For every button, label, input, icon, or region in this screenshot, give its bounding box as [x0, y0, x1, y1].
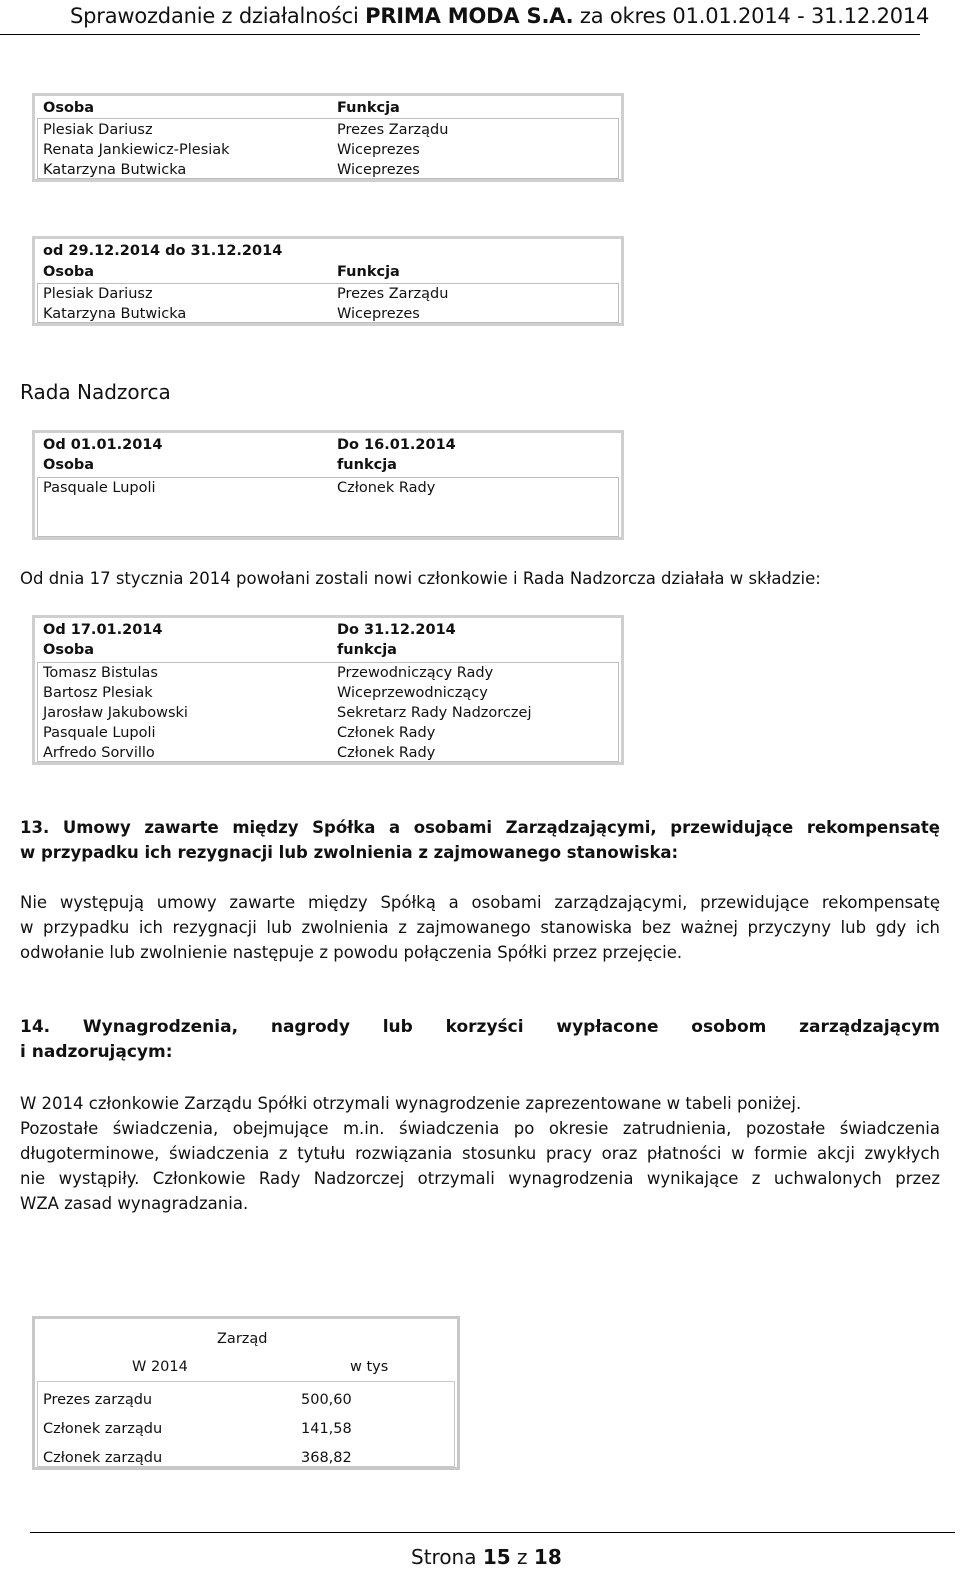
header-text	[70, 4, 929, 28]
person-name: Pasquale Lupoli	[43, 725, 156, 741]
person-function: Wiceprezes	[337, 306, 420, 322]
person-function: Wiceprezes	[337, 142, 420, 158]
col-function-header: Funkcja	[337, 264, 400, 280]
pay-value: 141,58	[301, 1421, 352, 1437]
paragraph-line: odwołanie lub zwolnienie następuje z powodu połączenia Spółki przez przejęcie.	[20, 943, 683, 962]
board-table-1	[32, 93, 624, 182]
paragraph-line: długoterminowe, świadczenia z tytułu rozwiązania stosunku pracy oraz płatności w formie akcji zwykłych	[20, 1144, 940, 1163]
pay-role: Prezes zarządu	[43, 1392, 153, 1408]
paragraph-line: WZA zasad wynagradzania.	[20, 1194, 249, 1213]
pay-value: 368,82	[301, 1450, 352, 1466]
paragraph-line: w przypadku ich rezygnacji lub zwolnienia z zajmowanego stanowiska bez ważnej przyczyny lub gdy ich	[20, 918, 940, 937]
col-function-header: funkcja	[337, 457, 397, 473]
section-14-heading	[20, 1015, 940, 1065]
section-13-body	[20, 890, 940, 965]
person-function: Sekretarz Rady Nadzorczej	[337, 705, 532, 721]
col-person-header: Osoba	[43, 100, 95, 116]
person-function: Wiceprezes	[337, 162, 420, 178]
section-14-heading-line: 14. Wynagrodzenia, nagrody lub korzyści wypłacone osobom zarządzającym	[20, 1017, 940, 1037]
header-prefix: Sprawozdanie z działalności	[70, 4, 366, 28]
supervisory-table-1	[32, 430, 624, 540]
section-14-body	[20, 1091, 940, 1216]
person-name: Plesiak Dariusz	[43, 286, 153, 302]
person-name: Katarzyna Butwicka	[43, 162, 187, 178]
current-page: 15	[482, 1545, 511, 1569]
pay-table	[32, 1316, 460, 1470]
col-function-header: funkcja	[337, 642, 397, 658]
section-13-heading	[20, 815, 940, 865]
person-name: Tomasz Bistulas	[43, 665, 158, 681]
person-function: Członek Rady	[337, 480, 436, 496]
pay-table-group-label: Zarząd	[217, 1331, 268, 1347]
section-14-heading-line: i nadzorującym:	[20, 1042, 173, 1062]
footer-rule	[30, 1532, 955, 1533]
person-name: Arfredo Sorvillo	[43, 745, 155, 761]
supervisory-table-2	[32, 615, 624, 765]
header-period: za okres 01.01.2014 - 31.12.2014	[573, 4, 930, 28]
period-to: Do 16.01.2014	[337, 437, 456, 453]
col-person-header: Osoba	[43, 457, 95, 473]
person-function: Prezes Zarządu	[337, 122, 449, 138]
section-13-heading-line: 13. Umowy zawarte między Spółka a osobami Zarządzającymi, przewidujące rekompensatę	[20, 818, 940, 837]
col-person-header: Osoba	[43, 264, 95, 280]
col-function-header: Funkcja	[337, 100, 400, 116]
total-pages: 18	[533, 1545, 562, 1569]
person-name: Plesiak Dariusz	[43, 122, 153, 138]
pay-role: Członek zarządu	[43, 1421, 163, 1437]
pay-value: 500,60	[301, 1392, 352, 1408]
board-table-2	[32, 236, 624, 326]
board-period: od 29.12.2014 do 31.12.2014	[43, 243, 283, 259]
person-name: Jarosław Jakubowski	[43, 705, 188, 721]
person-function: Przewodniczący Rady	[337, 665, 494, 681]
col-person-header: Osoba	[43, 642, 95, 658]
supervisory-board-title: Rada Nadzorca	[20, 380, 171, 404]
pay-table-year-label: W 2014	[132, 1359, 188, 1375]
period-from: Od 17.01.2014	[43, 622, 163, 638]
page-label: Strona	[411, 1545, 483, 1569]
person-name: Bartosz Plesiak	[43, 685, 153, 701]
period-from: Od 01.01.2014	[43, 437, 163, 453]
section-13-heading-line: w przypadku ich rezygnacji lub zwolnienia z zajmowanego stanowiska:	[20, 843, 679, 862]
person-name: Katarzyna Butwicka	[43, 306, 187, 322]
person-function: Wiceprzewodniczący	[337, 685, 488, 701]
pay-role: Członek zarządu	[43, 1450, 163, 1466]
paragraph-line: nie wystąpiły. Członkowie Rady Nadzorczej otrzymali wynagrodzenia wynikające z uchwalonych przez	[20, 1169, 940, 1188]
paragraph-line: Pozostałe świadczenia, obejmujące m.in. świadczenia po okresie zatrudnienia, pozostałe świadczenia	[20, 1119, 940, 1138]
header-company: PRIMA MODA S.A.	[365, 4, 574, 28]
person-function: Członek Rady	[337, 745, 436, 761]
header-rule	[0, 34, 920, 35]
person-name: Pasquale Lupoli	[43, 480, 156, 496]
person-function: Prezes Zarządu	[337, 286, 449, 302]
paragraph-line: Nie występują umowy zawarte między Spółką a osobami zarządzającymi, przewidujące rekompensatę	[20, 893, 940, 912]
period-to: Do 31.12.2014	[337, 622, 456, 638]
supervisory-note: Od dnia 17 stycznia 2014 powołani zostali nowi członkowie i Rada Nadzorcza działała w składzie:	[20, 569, 821, 588]
page-header	[0, 0, 960, 36]
page-separator: z	[510, 1545, 534, 1569]
person-name: Renata Jankiewicz-Plesiak	[43, 142, 230, 158]
pay-table-unit-label: w tys	[350, 1359, 389, 1375]
person-function: Członek Rady	[337, 725, 436, 741]
page-number	[411, 1545, 562, 1569]
paragraph-line: W 2014 członkowie Zarządu Spółki otrzymali wynagrodzenie zaprezentowane w tabeli poniżej.	[20, 1094, 802, 1113]
